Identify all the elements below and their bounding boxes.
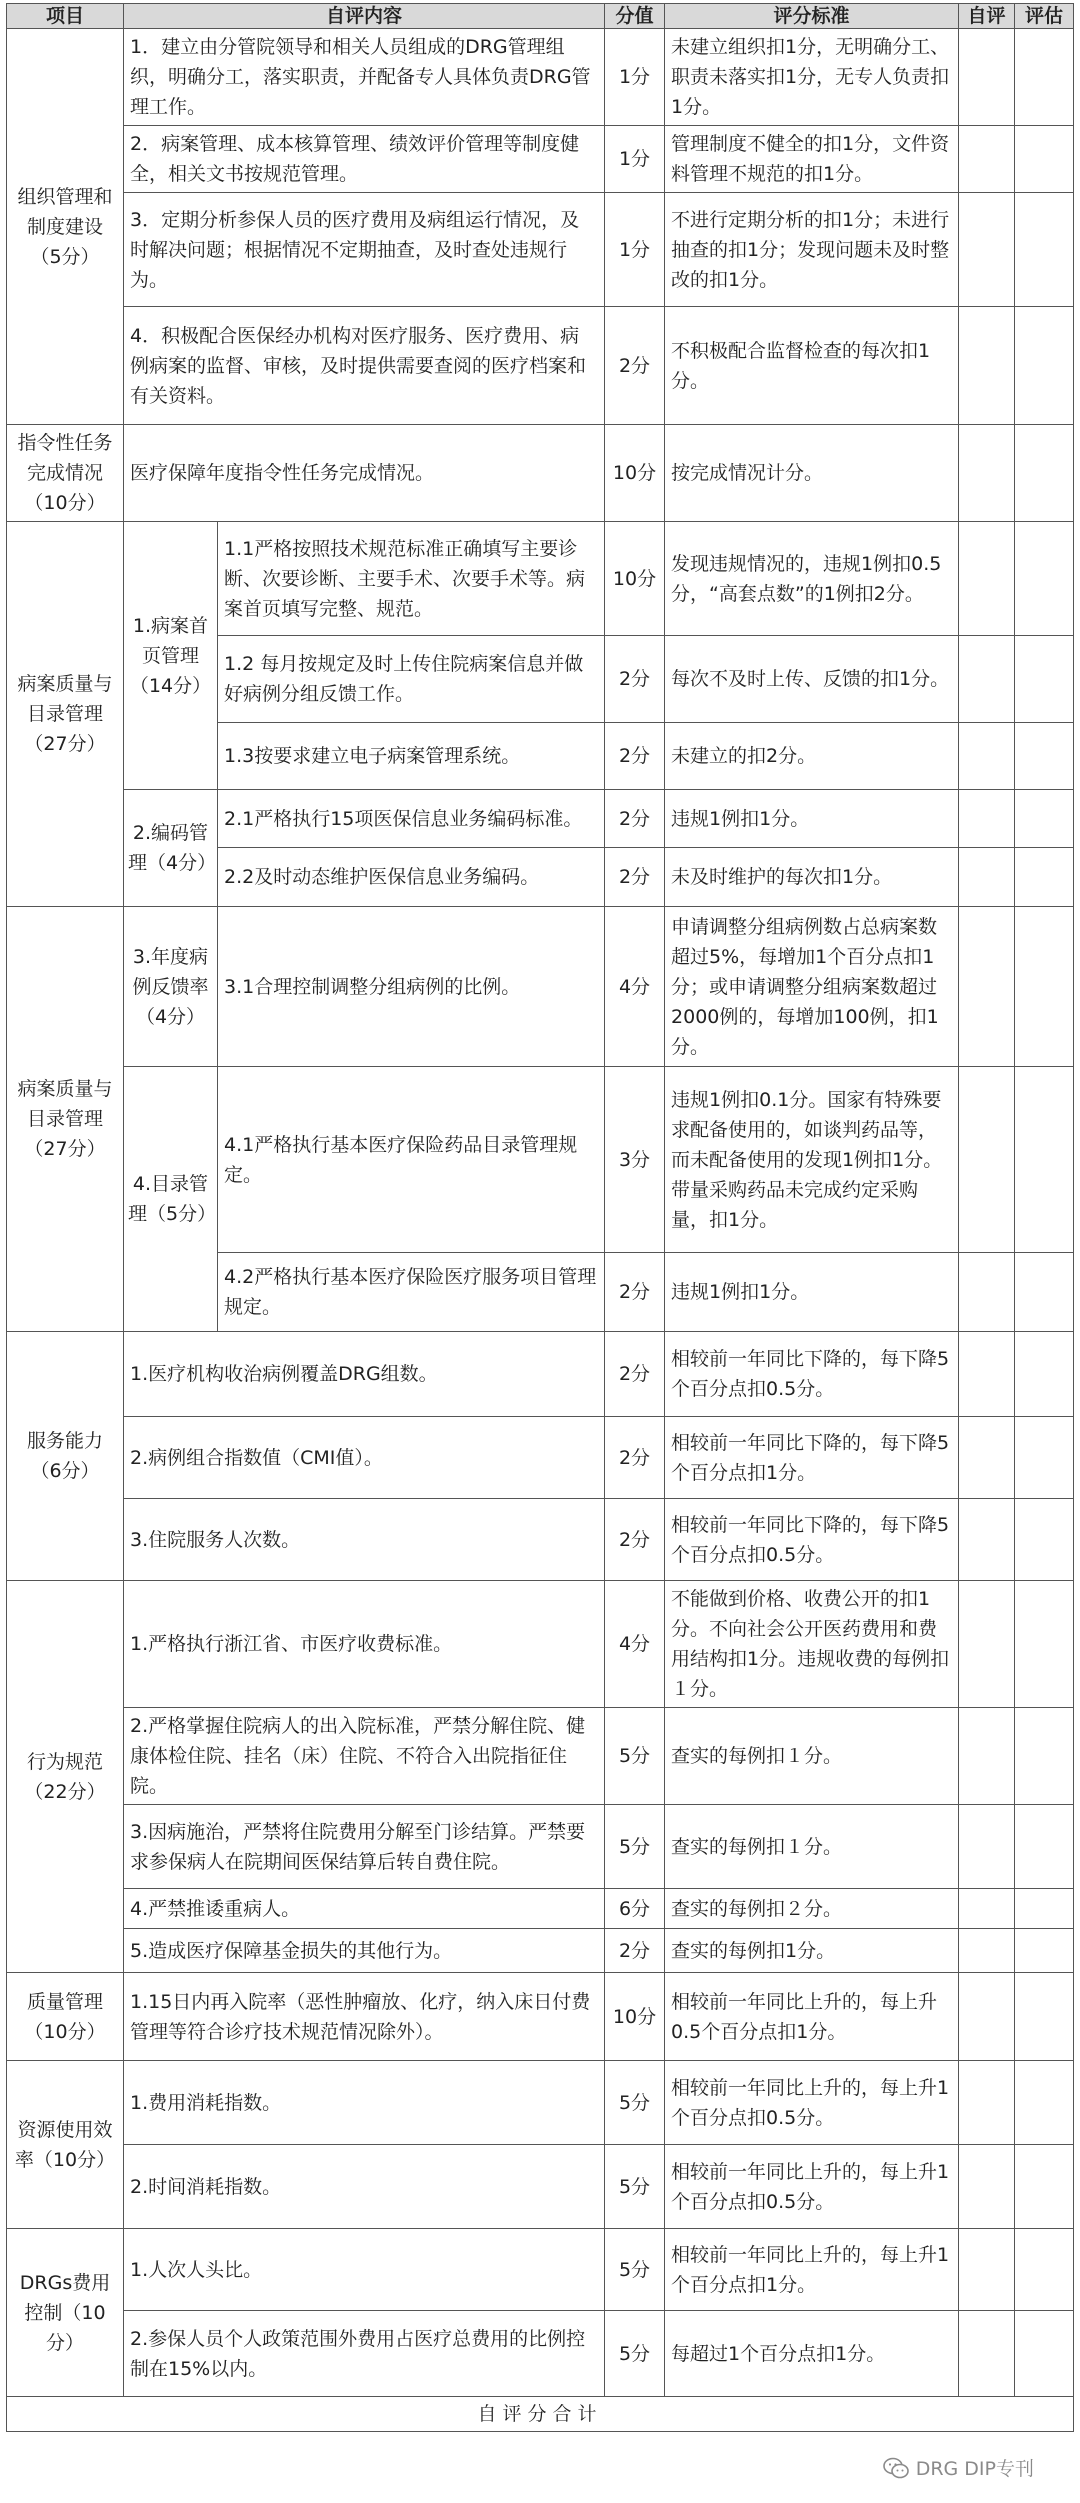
row-standard: 每超过1个百分点扣1分。 — [665, 2311, 959, 2397]
assessment-cell[interactable] — [1015, 29, 1074, 126]
row-standard: 不能做到价格、收费公开的扣1分。不向社会公开医药费用和费用结构扣1分。违规收费的每例扣１分。 — [665, 1581, 959, 1708]
row-standard: 不积极配合监督检查的每次扣1分。 — [665, 307, 959, 425]
self-eval-cell[interactable] — [959, 1499, 1015, 1581]
assessment-cell[interactable] — [1015, 790, 1074, 848]
row-content: 3.住院服务人次数。 — [124, 1499, 605, 1581]
group-name: 1.病案首页管理（14分） — [124, 522, 218, 790]
self-eval-cell[interactable] — [959, 636, 1015, 723]
row-score: 3分 — [605, 1067, 665, 1253]
row-score: 1分 — [605, 193, 665, 307]
wechat-icon — [882, 2457, 910, 2479]
row-content: 5.造成医疗保障基金损失的其他行为。 — [124, 1929, 605, 1973]
self-eval-cell[interactable] — [959, 126, 1015, 193]
self-eval-cell[interactable] — [959, 2145, 1015, 2229]
row-score: 1分 — [605, 29, 665, 126]
row-content: 2.时间消耗指数。 — [124, 2145, 605, 2229]
row-score: 1分 — [605, 126, 665, 193]
self-eval-cell[interactable] — [959, 1929, 1015, 1973]
row-content: 医疗保障年度指令性任务完成情况。 — [124, 425, 605, 522]
table-row — [7, 29, 1074, 126]
table-row — [7, 126, 1074, 193]
table-row — [7, 307, 1074, 425]
self-eval-cell[interactable] — [959, 1889, 1015, 1929]
row-content: 1．建立由分管院领导和相关人员组成的DRG管理组织，明确分工，落实职责，并配备专人具体负责DRG管理工作。 — [124, 29, 605, 126]
row-score: 10分 — [605, 522, 665, 636]
self-eval-cell[interactable] — [959, 1253, 1015, 1332]
row-standard: 违规1例扣1分。 — [665, 790, 959, 848]
table-row — [7, 193, 1074, 307]
self-eval-cell[interactable] — [959, 1581, 1015, 1708]
row-score: 5分 — [605, 2145, 665, 2229]
table-row — [7, 790, 1074, 848]
group-name: 2.编码管理（4分） — [124, 790, 218, 907]
row-standard: 相较前一年同比上升的，每上升1个百分点扣0.5分。 — [665, 2145, 959, 2229]
self-eval-cell[interactable] — [959, 790, 1015, 848]
section-name-org: 组织管理和制度建设（5分） — [7, 29, 124, 425]
self-eval-cell[interactable] — [959, 1067, 1015, 1253]
table-row — [7, 1805, 1074, 1889]
self-eval-cell[interactable] — [959, 2061, 1015, 2145]
row-standard: 申请调整分组病例数占总病案数超过5%，每增加1个百分点扣1分；或申请调整分组病案数超过2000例的，每增加100例，扣1分。 — [665, 907, 959, 1067]
self-eval-cell[interactable] — [959, 1417, 1015, 1499]
row-standard: 违规1例扣0.1分。国家有特殊要求配备使用的，如谈判药品等，而未配备使用的发现1例扣1分。带量采购药品未完成约定采购量，扣1分。 — [665, 1067, 959, 1253]
header-row — [7, 4, 1074, 29]
row-content: 4.2严格执行基本医疗保险医疗服务项目管理规定。 — [218, 1253, 605, 1332]
assessment-cell[interactable] — [1015, 1581, 1074, 1708]
self-eval-cell[interactable] — [959, 1708, 1015, 1805]
row-standard: 相较前一年同比下降的，每下降5个百分点扣1分。 — [665, 1417, 959, 1499]
row-content: 4．积极配合医保经办机构对医疗服务、医疗费用、病例病案的监督、审核，及时提供需要查阅的医疗档案和有关资料。 — [124, 307, 605, 425]
section-name-quality-management: 质量管理（10分） — [7, 1973, 124, 2061]
assessment-cell[interactable] — [1015, 126, 1074, 193]
row-score: 4分 — [605, 1581, 665, 1708]
row-content: 1.3按要求建立电子病案管理系统。 — [218, 723, 605, 790]
table-row — [7, 1499, 1074, 1581]
table-row — [7, 2145, 1074, 2229]
header-item: 项目 — [7, 4, 124, 29]
assessment-cell[interactable] — [1015, 2061, 1074, 2145]
table-row — [7, 425, 1074, 522]
evaluation-table — [6, 3, 1074, 2432]
header-self-eval: 自评 — [959, 4, 1015, 29]
assessment-cell[interactable] — [1015, 907, 1074, 1067]
row-standard: 管理制度不健全的扣1分，文件资料管理不规范的扣1分。 — [665, 126, 959, 193]
self-eval-cell[interactable] — [959, 522, 1015, 636]
self-eval-cell[interactable] — [959, 193, 1015, 307]
row-content: 1.1严格按照技术规范标准正确填写主要诊断、次要诊断、主要手术、次要手术等。病案首页填写完整、规范。 — [218, 522, 605, 636]
watermark — [882, 2454, 1034, 2481]
row-score: 2分 — [605, 848, 665, 907]
row-score: 10分 — [605, 1973, 665, 2061]
row-score: 4分 — [605, 907, 665, 1067]
assessment-cell[interactable] — [1015, 1973, 1074, 2061]
row-content: 2.病例组合指数值（CMI值）。 — [124, 1417, 605, 1499]
row-content: 4.严禁推诿重病人。 — [124, 1889, 605, 1929]
row-standard: 未及时维护的每次扣1分。 — [665, 848, 959, 907]
row-score: 2分 — [605, 636, 665, 723]
assessment-cell[interactable] — [1015, 1417, 1074, 1499]
header-score: 分值 — [605, 4, 665, 29]
row-standard: 查实的每例扣１分。 — [665, 1708, 959, 1805]
assessment-cell[interactable] — [1015, 522, 1074, 636]
row-standard: 未建立的扣2分。 — [665, 723, 959, 790]
row-standard: 查实的每例扣２分。 — [665, 1889, 959, 1929]
total-label: 自评分合计 — [7, 2397, 1074, 2432]
table-row — [7, 1708, 1074, 1805]
row-standard: 每次不及时上传、反馈的扣1分。 — [665, 636, 959, 723]
table-row — [7, 1332, 1074, 1417]
row-score: 2分 — [605, 307, 665, 425]
row-content: 3.1合理控制调整分组病例的比例。 — [218, 907, 605, 1067]
assessment-cell[interactable] — [1015, 1889, 1074, 1929]
row-standard: 违规1例扣1分。 — [665, 1253, 959, 1332]
self-eval-cell[interactable] — [959, 1332, 1015, 1417]
table-row — [7, 1889, 1074, 1929]
self-eval-cell[interactable] — [959, 907, 1015, 1067]
header-content: 自评内容 — [124, 4, 605, 29]
row-content: 2．病案管理、成本核算管理、绩效评价管理等制度健全，相关文书按规范管理。 — [124, 126, 605, 193]
section-name-directive: 指令性任务完成情况（10分） — [7, 425, 124, 522]
row-content: 3．定期分析参保人员的医疗费用及病组运行情况，及时解决问题；根据情况不定期抽查，及时查处违规行为。 — [124, 193, 605, 307]
self-eval-cell[interactable] — [959, 723, 1015, 790]
row-score: 2分 — [605, 1417, 665, 1499]
assessment-cell[interactable] — [1015, 2229, 1074, 2311]
assessment-cell[interactable] — [1015, 1067, 1074, 1253]
table-row — [7, 2229, 1074, 2311]
assessment-cell[interactable] — [1015, 1708, 1074, 1805]
assessment-cell[interactable] — [1015, 2311, 1074, 2397]
table-row — [7, 1067, 1074, 1253]
row-content: 1.人次人头比。 — [124, 2229, 605, 2311]
row-standard: 发现违规情况的，违规1例扣0.5分，“高套点数”的1例扣2分。 — [665, 522, 959, 636]
section-name-quality1: 病案质量与目录管理（27分） — [7, 522, 124, 907]
row-content: 3.因病施治，严禁将住院费用分解至门诊结算。严禁要求参保病人在院期间医保结算后转自费住院。 — [124, 1805, 605, 1889]
row-content: 2.1严格执行15项医保信息业务编码标准。 — [218, 790, 605, 848]
row-score: 2分 — [605, 723, 665, 790]
row-score: 2分 — [605, 790, 665, 848]
assessment-cell[interactable] — [1015, 1499, 1074, 1581]
row-standard: 查实的每例扣１分。 — [665, 1805, 959, 1889]
section-name-resource: 资源使用效率（10分） — [7, 2061, 124, 2229]
header-assessment: 评估 — [1015, 4, 1074, 29]
assessment-cell[interactable] — [1015, 1929, 1074, 1973]
table-row — [7, 2061, 1074, 2145]
watermark-text: DRG DIP专刊 — [915, 2458, 1034, 2480]
total-row — [7, 2397, 1074, 2432]
row-score: 5分 — [605, 2311, 665, 2397]
self-eval-cell[interactable] — [959, 848, 1015, 907]
table-row — [7, 907, 1074, 1067]
row-content: 1.严格执行浙江省、市医疗收费标准。 — [124, 1581, 605, 1708]
row-score: 2分 — [605, 1929, 665, 1973]
row-content: 1.15日内再入院率（恶性肿瘤放、化疗，纳入床日付费管理等符合诊疗技术规范情况除外）。 — [124, 1973, 605, 2061]
assessment-cell[interactable] — [1015, 193, 1074, 307]
self-eval-cell[interactable] — [959, 29, 1015, 126]
row-score: 5分 — [605, 1805, 665, 1889]
row-standard: 相较前一年同比下降的，每下降5个百分点扣0.5分。 — [665, 1332, 959, 1417]
assessment-cell[interactable] — [1015, 1332, 1074, 1417]
row-standard: 相较前一年同比上升的，每上升1个百分点扣0.5分。 — [665, 2061, 959, 2145]
assessment-cell[interactable] — [1015, 1253, 1074, 1332]
table-row — [7, 2311, 1074, 2397]
row-score: 5分 — [605, 2229, 665, 2311]
row-standard: 不进行定期分析的扣1分；未进行抽查的扣1分；发现问题未及时整改的扣1分。 — [665, 193, 959, 307]
row-score: 6分 — [605, 1889, 665, 1929]
row-standard: 相较前一年同比上升的，每上升0.5个百分点扣1分。 — [665, 1973, 959, 2061]
table-row — [7, 1929, 1074, 1973]
row-standard: 按完成情况计分。 — [665, 425, 959, 522]
section-name-behavior: 行为规范（22分） — [7, 1581, 124, 1973]
row-score: 5分 — [605, 2061, 665, 2145]
self-eval-cell[interactable] — [959, 2311, 1015, 2397]
section-name-quality2: 病案质量与目录管理（27分） — [7, 907, 124, 1332]
assessment-cell[interactable] — [1015, 723, 1074, 790]
row-score: 5分 — [605, 1708, 665, 1805]
row-score: 2分 — [605, 1499, 665, 1581]
row-standard: 查实的每例扣1分。 — [665, 1929, 959, 1973]
assessment-cell[interactable] — [1015, 307, 1074, 425]
table-row — [7, 1417, 1074, 1499]
assessment-cell[interactable] — [1015, 1805, 1074, 1889]
row-standard: 相较前一年同比下降的，每下降5个百分点扣0.5分。 — [665, 1499, 959, 1581]
row-content: 4.1严格执行基本医疗保险药品目录管理规定。 — [218, 1067, 605, 1253]
self-eval-cell[interactable] — [959, 2229, 1015, 2311]
assessment-cell[interactable] — [1015, 2145, 1074, 2229]
row-content: 2.2及时动态维护医保信息业务编码。 — [218, 848, 605, 907]
row-standard: 相较前一年同比上升的，每上升1个百分点扣1分。 — [665, 2229, 959, 2311]
row-content: 1.2 每月按规定及时上传住院病案信息并做好病例分组反馈工作。 — [218, 636, 605, 723]
row-standard: 未建立组织扣1分，无明确分工、职责未落实扣1分，无专人负责扣1分。 — [665, 29, 959, 126]
group-name: 4.目录管理（5分） — [124, 1067, 218, 1332]
row-score: 10分 — [605, 425, 665, 522]
assessment-cell[interactable] — [1015, 425, 1074, 522]
self-eval-cell[interactable] — [959, 1973, 1015, 2061]
row-content: 2.严格掌握住院病人的出入院标准，严禁分解住院、健康体检住院、挂名（床）住院、不符合入出院指征住院。 — [124, 1708, 605, 1805]
section-name-service: 服务能力（6分） — [7, 1332, 124, 1581]
self-eval-cell[interactable] — [959, 425, 1015, 522]
table-row — [7, 1973, 1074, 2061]
table-row — [7, 522, 1074, 636]
self-eval-cell[interactable] — [959, 307, 1015, 425]
row-score: 2分 — [605, 1332, 665, 1417]
row-content: 1.医疗机构收治病例覆盖DRG组数。 — [124, 1332, 605, 1417]
self-eval-cell[interactable] — [959, 1805, 1015, 1889]
assessment-cell[interactable] — [1015, 848, 1074, 907]
group-name: 3.年度病例反馈率（4分） — [124, 907, 218, 1067]
section-name-cost: DRGs费用控制（10分） — [7, 2229, 124, 2397]
assessment-cell[interactable] — [1015, 636, 1074, 723]
row-content: 1.费用消耗指数。 — [124, 2061, 605, 2145]
row-score: 2分 — [605, 1253, 665, 1332]
header-standard: 评分标准 — [665, 4, 959, 29]
row-content: 2.参保人员个人政策范围外费用占医疗总费用的比例控制在15%以内。 — [124, 2311, 605, 2397]
table-row — [7, 1581, 1074, 1708]
